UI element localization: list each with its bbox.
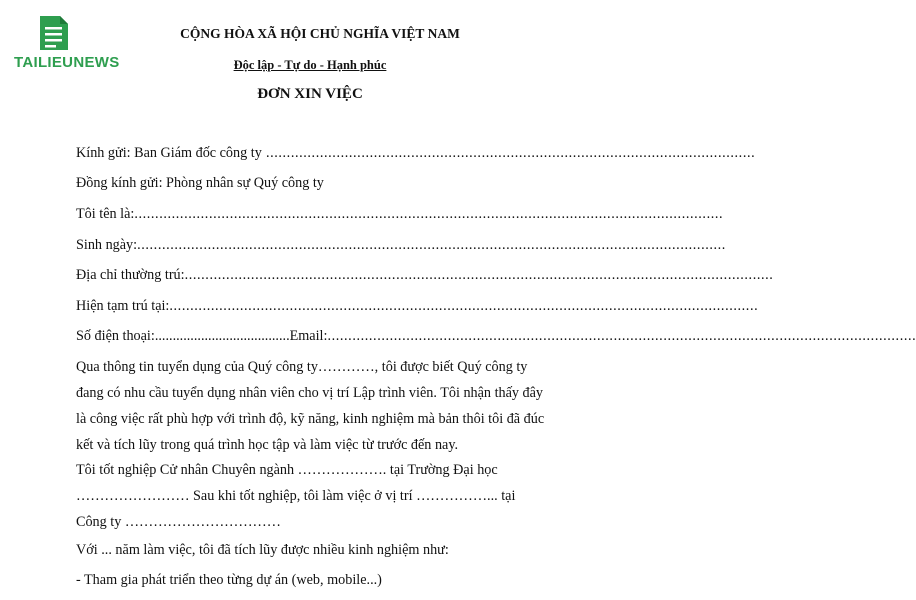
field-recipient-label: Kính gửi: Ban Giám đốc công ty <box>76 145 262 161</box>
field-temp-address <box>76 298 759 315</box>
document-lines-icon <box>36 14 72 52</box>
paragraph-experience: Với ... năm làm việc, tôi đã tích lũy được nhiều kinh nghiệm như: <box>76 542 449 558</box>
fill-line: .............................................................................................................................................. <box>134 206 724 222</box>
field-dob <box>76 237 726 254</box>
document-title: ĐƠN XIN VIỆC <box>257 86 363 102</box>
field-name-label: Tôi tên là: <box>76 206 135 222</box>
national-motto: Độc lập - Tự do - Hạnh phúc <box>233 58 387 72</box>
field-phone-email <box>76 328 916 345</box>
field-address-label: Địa chỉ thường trú: <box>76 267 185 283</box>
field-name <box>76 206 724 223</box>
field-recipient <box>76 145 756 162</box>
field-cc: Đồng kính gửi: Phòng nhân sự Quý công ty <box>76 175 324 191</box>
fill-line: .............................................................................................................................................. <box>169 298 759 314</box>
fill-line: ...................................... <box>154 328 290 344</box>
field-address <box>76 267 774 284</box>
national-title: CỘNG HÒA XÃ HỘI CHỦ NGHĨA VIỆT NAM <box>180 26 460 41</box>
bullet-item: - Tham gia phát triển theo từng dự án (web, mobile...) <box>76 572 382 588</box>
fill-line: ...................................................................................................................... <box>261 145 756 161</box>
field-temp-address-label: Hiện tạm trú tại: <box>76 298 170 314</box>
field-dob-label: Sinh ngày: <box>76 237 138 253</box>
paragraph-intro: Qua thông tin tuyển dụng của Quý công ty…………, tôi được biết Quý công ty đang có nhu cầu tuyển dụng nhân viên cho vị trí Lập trình viên. Tôi nhận thấy đây là công việc rất phù hợp với trình độ, kỹ năng, kinh nghiệm mà bản thôi tôi đã đúc kết và tích lũy trong quá trình học tập và làm việc từ trước đến nay. <box>76 359 545 453</box>
field-email-label: Email: <box>289 328 328 344</box>
logo-text: TAILIEUNEWS <box>14 54 120 71</box>
logo <box>14 14 120 71</box>
paragraph-education: Tôi tốt nghiệp Cử nhân Chuyên ngành ………………. tại Trường Đại học …………………… Sau khi tốt nghiệp, tôi làm việc ở vị trí ……………... tại Công ty …………………………… <box>76 462 516 530</box>
fill-line: .............................................................................................................................................. <box>327 328 916 344</box>
fill-line: .............................................................................................................................................. <box>184 267 774 283</box>
fill-line: .............................................................................................................................................. <box>137 237 726 253</box>
field-phone-label: Số điện thoại: <box>76 328 155 344</box>
